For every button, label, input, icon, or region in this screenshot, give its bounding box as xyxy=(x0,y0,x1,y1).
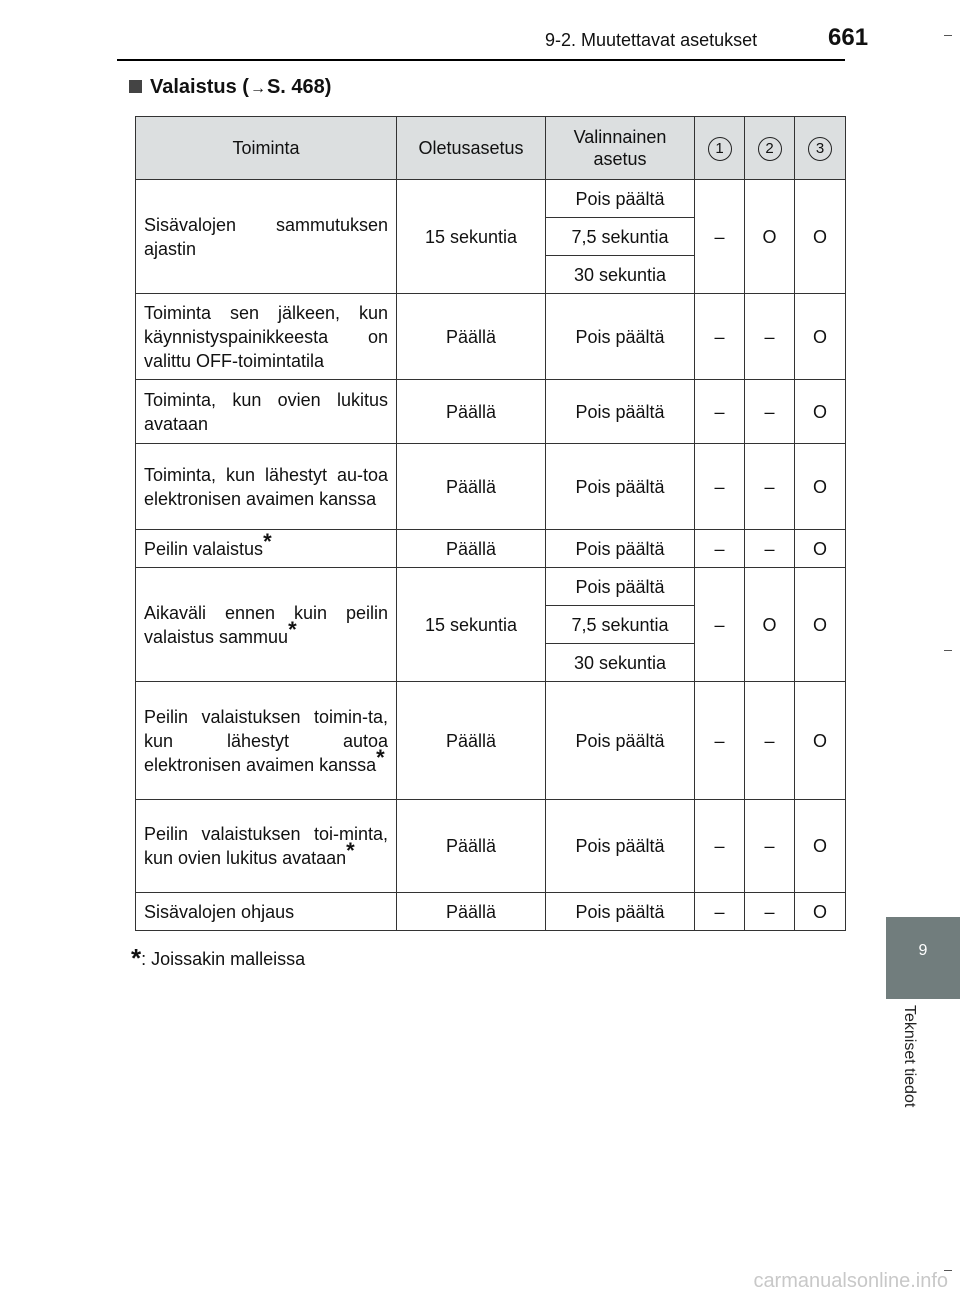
option-cell: Pois päältä xyxy=(546,800,695,893)
default-cell: 15 sekuntia xyxy=(397,180,546,294)
table-row xyxy=(136,180,846,218)
function-text: Peilin valaistus xyxy=(144,538,264,559)
mark-cell-3: O xyxy=(795,893,846,931)
square-bullet-icon xyxy=(129,80,142,93)
circled-number-3: 3 xyxy=(808,137,832,161)
page-number: 661 xyxy=(828,24,869,51)
mark-cell-1: – xyxy=(695,180,745,294)
function-cell: Toiminta, kun lähestyt au-toa elektronisen avaimen kanssa xyxy=(136,444,397,530)
settings-table xyxy=(135,116,846,931)
default-cell: Päällä xyxy=(397,294,546,380)
section-title: 9-2. Muutettavat asetukset xyxy=(545,30,758,50)
option-cell: 30 sekuntia xyxy=(546,644,695,682)
mark-cell-2: – xyxy=(745,682,795,800)
mark-cell-3: O xyxy=(795,530,846,568)
footnote-text: : Joissakin malleissa xyxy=(141,949,306,969)
circled-number-1: 1 xyxy=(708,137,732,161)
function-cell xyxy=(136,568,397,682)
mark-cell-1: – xyxy=(695,380,745,444)
option-cell: Pois päältä xyxy=(546,682,695,800)
footnote xyxy=(131,943,305,974)
table-row xyxy=(136,893,846,931)
mark-cell-2: – xyxy=(745,444,795,530)
table-row xyxy=(136,294,846,380)
function-text: Peilin valaistuksen toi-minta, kun ovien lukitus avataan xyxy=(144,824,388,868)
table-row xyxy=(136,800,846,893)
mark-cell-2: – xyxy=(745,294,795,380)
column-header-1 xyxy=(695,117,745,180)
asterisk-marker: * xyxy=(263,528,272,554)
crop-mark xyxy=(944,35,952,36)
default-cell: 15 sekuntia xyxy=(397,568,546,682)
option-cell: 30 sekuntia xyxy=(546,256,695,294)
mark-cell-3: O xyxy=(795,682,846,800)
option-cell: Pois päältä xyxy=(546,444,695,530)
function-cell: Toiminta sen jälkeen, kun käynnistyspainikkeesta on valittu OFF-toimintatila xyxy=(136,294,397,380)
mark-cell-1: – xyxy=(695,444,745,530)
mark-cell-3: O xyxy=(795,180,846,294)
function-cell: Toiminta, kun ovien lukitus avataan xyxy=(136,380,397,444)
header-rule xyxy=(117,59,845,61)
default-cell: Päällä xyxy=(397,682,546,800)
asterisk-marker: * xyxy=(288,616,297,642)
asterisk-marker: * xyxy=(346,838,355,863)
option-cell: Pois päältä xyxy=(546,180,695,218)
option-cell: Pois päältä xyxy=(546,568,695,606)
function-cell xyxy=(136,682,397,800)
mark-cell-2: – xyxy=(745,530,795,568)
option-cell: 7,5 sekuntia xyxy=(546,606,695,644)
arrow-right-icon: → xyxy=(249,80,266,97)
option-cell: 7,5 sekuntia xyxy=(546,218,695,256)
table-row xyxy=(136,444,846,530)
heading-prefix: Valaistus ( xyxy=(150,76,249,98)
table-row xyxy=(136,682,846,800)
function-text: Aikaväli ennen kuin peilin valaistus sammuu xyxy=(144,602,388,647)
table-row xyxy=(136,380,846,444)
option-cell: Pois päältä xyxy=(546,530,695,568)
default-cell: Päällä xyxy=(397,444,546,530)
function-cell xyxy=(136,800,397,893)
heading-reference[interactable]: S. 468) xyxy=(266,76,332,98)
option-cell: Pois päältä xyxy=(546,294,695,380)
chapter-number: 9 xyxy=(918,942,928,959)
mark-cell-2: O xyxy=(745,180,795,294)
circled-number-2: 2 xyxy=(758,137,782,161)
mark-cell-2: – xyxy=(745,800,795,893)
default-cell: Päällä xyxy=(397,380,546,444)
chapter-tab[interactable] xyxy=(886,917,960,999)
mark-cell-2: O xyxy=(745,568,795,682)
mark-cell-3: O xyxy=(795,380,846,444)
mark-cell-3: O xyxy=(795,568,846,682)
column-header-default: Oletusasetus xyxy=(397,117,546,180)
watermark: carmanualsonline.info xyxy=(753,1270,948,1292)
default-cell: Päällä xyxy=(397,800,546,893)
mark-cell-1: – xyxy=(695,682,745,800)
mark-cell-1: – xyxy=(695,294,745,380)
crop-mark xyxy=(944,650,952,651)
function-cell: Sisävalojen ohjaus xyxy=(136,893,397,931)
column-header-2 xyxy=(745,117,795,180)
default-cell: Päällä xyxy=(397,893,546,931)
mark-cell-3: O xyxy=(795,800,846,893)
column-header-function: Toiminta xyxy=(136,117,397,180)
option-cell: Pois päältä xyxy=(546,380,695,444)
mark-cell-1: – xyxy=(695,800,745,893)
mark-cell-3: O xyxy=(795,444,846,530)
mark-cell-2: – xyxy=(745,893,795,931)
mark-cell-1: – xyxy=(695,530,745,568)
function-text: Peilin valaistuksen toimin-ta, kun lähestyt autoa elektronisen avaimen kanssa xyxy=(144,706,388,775)
mark-cell-2: – xyxy=(745,380,795,444)
chapter-label xyxy=(898,1005,918,1145)
mark-cell-1: – xyxy=(695,893,745,931)
asterisk-marker: * xyxy=(376,744,385,770)
table-row xyxy=(136,530,846,568)
table-header-row xyxy=(136,117,846,180)
column-header-optional: Valinnainen asetus xyxy=(546,117,695,180)
section-heading xyxy=(129,76,331,99)
table-row xyxy=(136,568,846,606)
column-header-3 xyxy=(795,117,846,180)
option-cell: Pois päältä xyxy=(546,893,695,931)
default-cell: Päällä xyxy=(397,530,546,568)
footnote-asterisk: * xyxy=(131,943,142,973)
chapter-label-text: Tekniset tiedot xyxy=(901,1005,918,1108)
mark-cell-1: – xyxy=(695,568,745,682)
mark-cell-3: O xyxy=(795,294,846,380)
function-cell xyxy=(136,530,397,568)
function-cell: Sisävalojen sammutuksen ajastin xyxy=(136,180,397,294)
